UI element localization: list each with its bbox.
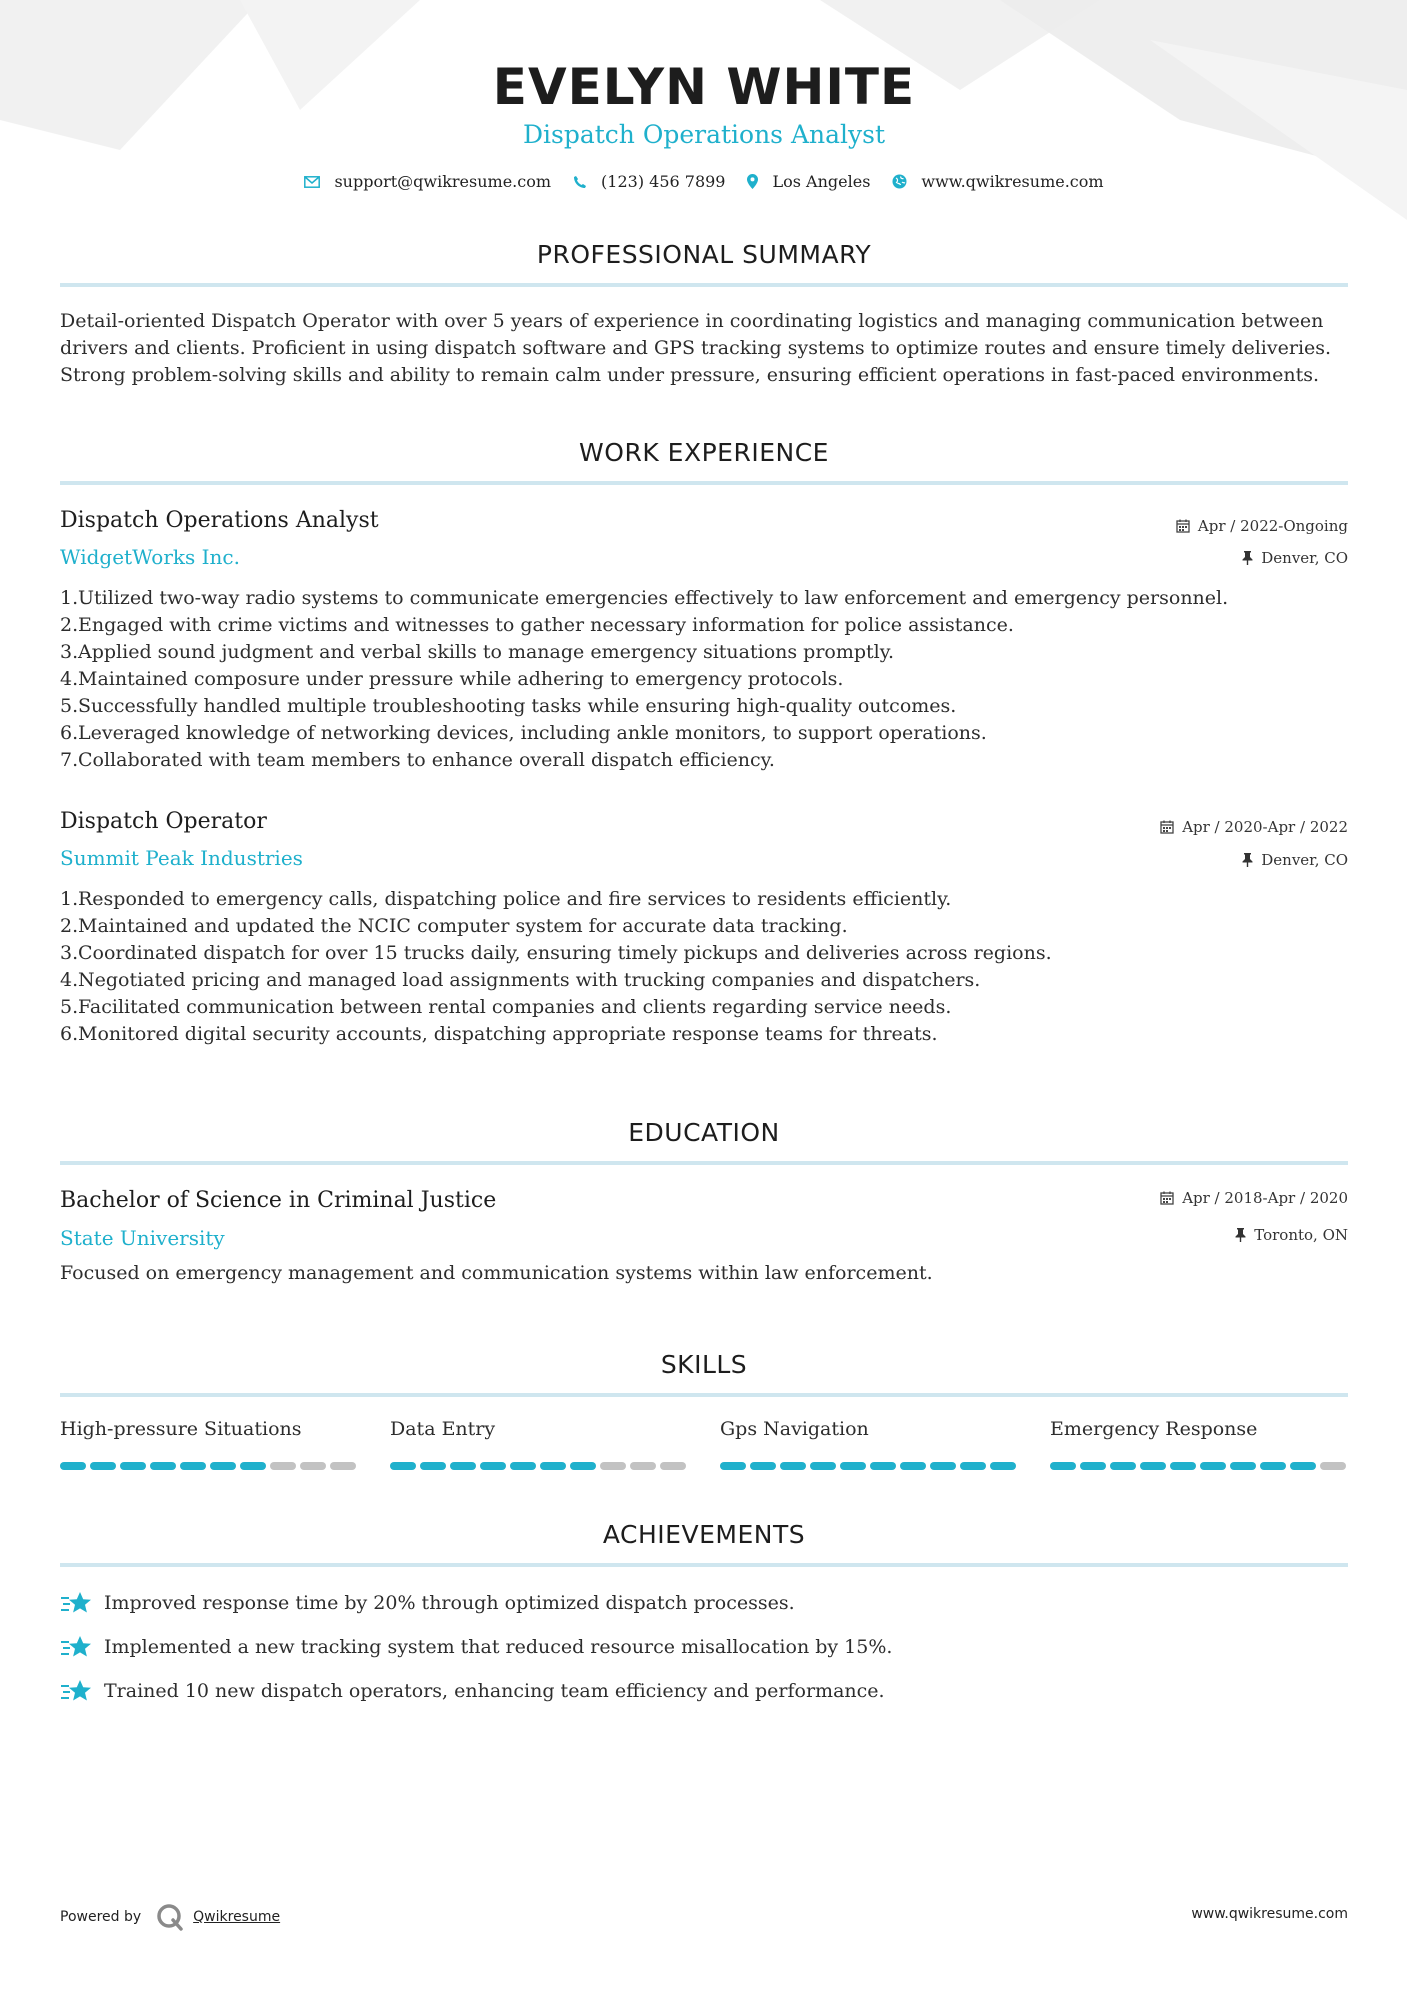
job-bullets [60, 585, 1348, 774]
skill-segment-filled [990, 1462, 1016, 1470]
job-title: Dispatch Operations Analyst [60, 508, 379, 533]
contact-phone-text: (123) 456 7899 [601, 172, 726, 191]
job-dates [1176, 517, 1348, 535]
list-item: 5. Facilitated communication between rental companies and clients regarding service needs. [60, 994, 1348, 1021]
contact-location-text: Los Angeles [772, 172, 871, 191]
skills-heading: SKILLS [660, 1350, 748, 1379]
job-bullets [60, 886, 1348, 1048]
job-location-text: Denver, CO [1261, 851, 1348, 869]
skill-segment-filled [810, 1462, 836, 1470]
powered-by-label: Powered by [60, 1909, 142, 1925]
experience-divider [60, 481, 1348, 485]
qwikresume-logo-icon [155, 1902, 185, 1932]
bullet-text: Monitored digital security accounts, dispatching appropriate response teams for threats. [78, 1023, 938, 1045]
skill-segment-filled [780, 1462, 806, 1470]
skill-segment-filled [840, 1462, 866, 1470]
skill-segment-empty [660, 1462, 686, 1470]
bullet-text: Utilized two-way radio systems to communicate emergencies effectively to law enforcement and emergency personnel. [78, 587, 1229, 609]
globe-icon [892, 174, 907, 189]
skill-segment-filled [720, 1462, 746, 1470]
skill-segment-filled [240, 1462, 266, 1470]
skill-segment-empty [630, 1462, 656, 1470]
skill-segment-filled [60, 1462, 86, 1470]
bullet-text: Collaborated with team members to enhance overall dispatch efficiency. [78, 749, 775, 771]
bullet-text: Facilitated communication between rental companies and clients regarding service needs. [78, 996, 952, 1018]
achievement-item [60, 1678, 885, 1704]
skill-segment-empty [1320, 1462, 1346, 1470]
skill-segment-filled [1260, 1462, 1286, 1470]
list-item: 1. Responded to emergency calls, dispatching police and fire services to residents efficiently. [60, 886, 1348, 913]
map-pin-icon [747, 174, 758, 189]
achievement-text: Implemented a new tracking system that reduced resource misallocation by 15%. [104, 1636, 893, 1658]
shooting-star-icon [60, 1634, 92, 1660]
skill-segment-filled [180, 1462, 206, 1470]
achievements-heading: ACHIEVEMENTS [602, 1520, 806, 1549]
list-item: 6. Leveraged knowledge of networking devices, including ankle monitors, to support operations. [60, 720, 1348, 747]
skill-item [1050, 1418, 1350, 1470]
skill-segment-filled [1080, 1462, 1106, 1470]
resume-page [60, 0, 1348, 1990]
pushpin-icon [1242, 551, 1253, 565]
skill-item [390, 1418, 690, 1470]
achievement-text: Trained 10 new dispatch operators, enhancing team efficiency and performance. [104, 1680, 885, 1702]
job-dates [1160, 818, 1348, 836]
skill-segment-filled [960, 1462, 986, 1470]
job-company: WidgetWorks Inc. [60, 545, 240, 569]
calendar-icon [1160, 820, 1174, 834]
skill-level-bar [720, 1462, 1020, 1470]
job-location-text: Denver, CO [1261, 549, 1348, 567]
skill-segment-empty [330, 1462, 356, 1470]
list-item: 3. Coordinated dispatch for over 15 trucks daily, ensuring timely pickups and deliveries across regions. [60, 940, 1348, 967]
achievement-item [60, 1634, 892, 1660]
candidate-role: Dispatch Operations Analyst [522, 120, 886, 149]
contact-email[interactable] [304, 172, 551, 191]
list-item: 2. Engaged with crime victims and witnesses to gather necessary information for police assistance. [60, 612, 1348, 639]
bullet-text: Successfully handled multiple troubleshooting tasks while ensuring high-quality outcomes. [78, 695, 957, 717]
list-item: 5. Successfully handled multiple troubleshooting tasks while ensuring high-quality outcomes. [60, 693, 1348, 720]
contact-website-text: www.qwikresume.com [921, 172, 1104, 191]
bullet-text: Negotiated pricing and managed load assignments with trucking companies and dispatchers. [78, 969, 981, 991]
education-degree: Bachelor of Science in Criminal Justice [60, 1188, 497, 1213]
summary-line: Strong problem-solving skills and ability to remain calm under pressure, ensuring efficient operations in fast-paced environments. [60, 364, 1320, 386]
job-dates-text: Apr / 2022-Ongoing [1197, 517, 1348, 535]
skill-level-bar [60, 1462, 360, 1470]
summary-divider [60, 283, 1348, 287]
summary-line: Detail-oriented Dispatch Operator with over 5 years of experience in coordinating logistics and managing communication between [60, 310, 1324, 332]
skill-segment-filled [870, 1462, 896, 1470]
skill-segment-filled [570, 1462, 596, 1470]
skill-segment-filled [420, 1462, 446, 1470]
job-company: Summit Peak Industries [60, 846, 303, 870]
skill-segment-filled [900, 1462, 926, 1470]
bullet-text: Leveraged knowledge of networking devices, including ankle monitors, to support operations. [78, 722, 987, 744]
education-location [1235, 1226, 1348, 1244]
education-divider [60, 1161, 1348, 1165]
education-dates-text: Apr / 2018-Apr / 2020 [1182, 1189, 1348, 1207]
skill-level-bar [390, 1462, 690, 1470]
contact-phone[interactable] [573, 172, 725, 191]
skill-segment-filled [390, 1462, 416, 1470]
skill-segment-empty [300, 1462, 326, 1470]
pushpin-icon [1242, 853, 1253, 867]
experience-heading: WORK EXPERIENCE [579, 438, 829, 467]
skill-segment-filled [210, 1462, 236, 1470]
bullet-text: Maintained and updated the NCIC computer system for accurate data tracking. [78, 915, 848, 937]
education-heading: EDUCATION [628, 1118, 780, 1147]
skill-segment-filled [1230, 1462, 1256, 1470]
footer-powered-by [60, 1902, 280, 1932]
education-school: State University [60, 1226, 225, 1250]
list-item: 3. Applied sound judgment and verbal skills to manage emergency situations promptly. [60, 639, 1348, 666]
job-location [1242, 549, 1348, 567]
job-dates-text: Apr / 2020-Apr / 2022 [1182, 818, 1348, 836]
contact-bar [60, 172, 1348, 191]
footer-website[interactable]: www.qwikresume.com [1191, 1906, 1348, 1922]
skill-segment-filled [1050, 1462, 1076, 1470]
list-item: 2. Maintained and updated the NCIC computer system for accurate data tracking. [60, 913, 1348, 940]
candidate-name: EVELYN WHITE [492, 58, 916, 116]
skill-segment-filled [450, 1462, 476, 1470]
skill-segment-empty [270, 1462, 296, 1470]
shooting-star-icon [60, 1590, 92, 1616]
skill-segment-filled [540, 1462, 566, 1470]
education-description: Focused on emergency management and communication systems within law enforcement. [60, 1262, 933, 1284]
skills-divider [60, 1393, 1348, 1397]
skill-segment-filled [480, 1462, 506, 1470]
phone-icon [573, 175, 587, 189]
skill-segment-filled [1140, 1462, 1166, 1470]
achievement-text: Improved response time by 20% through optimized dispatch processes. [104, 1592, 795, 1614]
calendar-icon [1160, 1191, 1174, 1205]
list-item: 7. Collaborated with team members to enhance overall dispatch efficiency. [60, 747, 1348, 774]
pushpin-icon [1235, 1228, 1246, 1242]
skill-name: High-pressure Situations [60, 1418, 302, 1440]
list-item: 4. Maintained composure under pressure while adhering to emergency protocols. [60, 666, 1348, 693]
skill-segment-filled [510, 1462, 536, 1470]
skill-segment-filled [930, 1462, 956, 1470]
list-item: 4. Negotiated pricing and managed load assignments with trucking companies and dispatchers. [60, 967, 1348, 994]
summary-heading: PROFESSIONAL SUMMARY [536, 240, 872, 269]
bullet-text: Maintained composure under pressure while adhering to emergency protocols. [78, 668, 844, 690]
summary-text [60, 308, 1348, 389]
skill-segment-filled [1200, 1462, 1226, 1470]
skill-item [720, 1418, 1020, 1470]
summary-line: drivers and clients. Proficient in using dispatch software and GPS tracking systems to optimize routes and ensure timely deliveries. [60, 337, 1332, 359]
list-item: 1. Utilized two-way radio systems to communicate emergencies effectively to law enforcement and emergency personnel. [60, 585, 1348, 612]
skill-level-bar [1050, 1462, 1350, 1470]
skill-item [60, 1418, 360, 1470]
skill-name: Gps Navigation [720, 1418, 869, 1440]
list-item: 6. Monitored digital security accounts, dispatching appropriate response teams for threats. [60, 1021, 1348, 1048]
achievement-item [60, 1590, 795, 1616]
envelope-icon [304, 176, 320, 188]
achievements-divider [60, 1563, 1348, 1567]
skill-segment-filled [1170, 1462, 1196, 1470]
skill-segment-filled [120, 1462, 146, 1470]
skill-segment-filled [1110, 1462, 1136, 1470]
skill-segment-filled [750, 1462, 776, 1470]
contact-email-text: support@qwikresume.com [334, 172, 552, 191]
skill-segment-filled [90, 1462, 116, 1470]
skill-name: Emergency Response [1050, 1418, 1258, 1440]
shooting-star-icon [60, 1678, 92, 1704]
skill-segment-filled [150, 1462, 176, 1470]
bullet-text: Responded to emergency calls, dispatching police and fire services to residents efficiently. [78, 888, 952, 910]
skill-name: Data Entry [390, 1418, 496, 1440]
calendar-icon [1176, 519, 1190, 533]
education-location-text: Toronto, ON [1254, 1226, 1348, 1244]
job-title: Dispatch Operator [60, 809, 267, 834]
contact-location [747, 172, 870, 191]
bullet-text: Applied sound judgment and verbal skills to manage emergency situations promptly. [78, 641, 894, 663]
bullet-text: Coordinated dispatch for over 15 trucks daily, ensuring timely pickups and deliveries across regions. [78, 942, 1052, 964]
qwikresume-link[interactable]: Qwikresume [193, 1909, 281, 1925]
education-dates [1160, 1189, 1348, 1207]
skill-segment-filled [1290, 1462, 1316, 1470]
bullet-text: Engaged with crime victims and witnesses to gather necessary information for police assistance. [78, 614, 1014, 636]
contact-website[interactable] [892, 172, 1103, 191]
job-location [1242, 851, 1348, 869]
skill-segment-empty [600, 1462, 626, 1470]
